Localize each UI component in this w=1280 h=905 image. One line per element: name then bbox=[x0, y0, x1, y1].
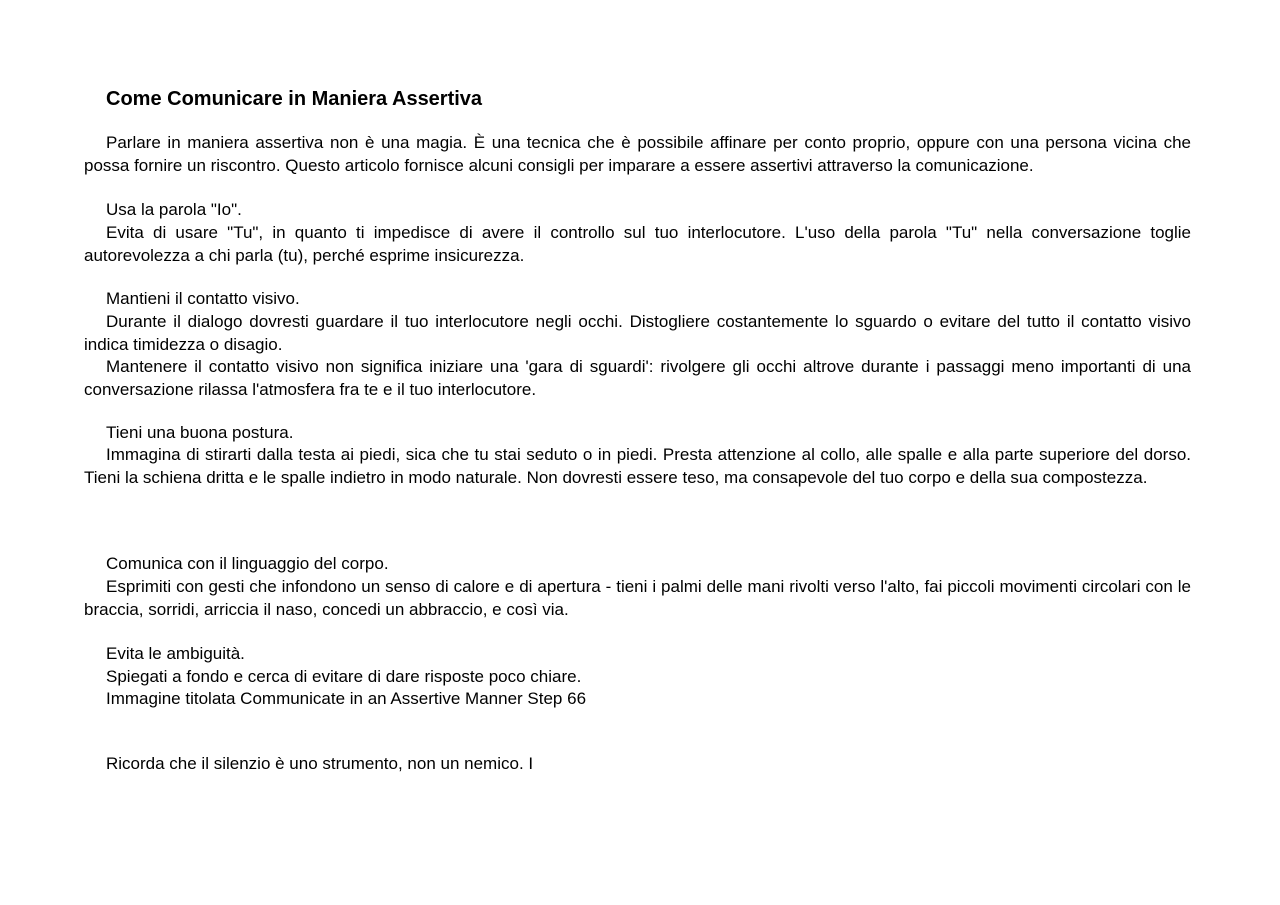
document-title: Come Comunicare in Maniera Assertiva bbox=[106, 88, 483, 110]
section-paragraph-postura: Immagina di stirarti dalla testa ai piedi, sica che tu stai seduto o in piedi. Presta attenzione al collo, alle spalle e alla parte superiore del dorso. Tieni la schiena dritta e le spalle indietro in modo naturale. Non dovresti essere teso, ma consapevole del tuo corpo e della sua compostezza. bbox=[84, 445, 1191, 487]
section-paragraph-io: Evita di usare "Tu", in quanto ti impedisce di avere il controllo sul tuo interlocutore. L'uso della parola "Tu" nella conversazione toglie autorevolezza a chi parla (tu), perché esprime insicurezza. bbox=[84, 223, 1191, 265]
section-heading-ambiguita: Evita le ambiguità. bbox=[106, 644, 245, 663]
closing-line: Ricorda che il silenzio è uno strumento, non un nemico. I bbox=[106, 754, 534, 773]
section-paragraph-contatto-visivo-2: Mantenere il contatto visivo non significa iniziare una 'gara di sguardi': rivolgere gli occhi altrove durante i passaggi meno importanti di una conversazione rilassa l'atmosfera fra te e il tuo interlocutore. bbox=[84, 357, 1191, 399]
image-caption: Immagine titolata Communicate in an Assertive Manner Step 66 bbox=[106, 689, 587, 708]
section-paragraph-linguaggio-corpo: Esprimiti con gesti che infondono un senso di calore e di apertura - tieni i palmi delle mani rivolti verso l'alto, fai piccoli movimenti circolari con le braccia, sorridi, arriccia il naso, concedi un abbraccio, e così via. bbox=[84, 577, 1191, 619]
section-paragraph-contatto-visivo-1: Durante il dialogo dovresti guardare il tuo interlocutore negli occhi. Distogliere costantemente lo sguardo o evitare del tutto il contatto visivo indica timidezza o disagio. bbox=[84, 312, 1191, 354]
intro-paragraph: Parlare in maniera assertiva non è una magia. È una tecnica che è possibile affinare per conto proprio, oppure con una persona vicina che possa fornire un riscontro. Questo articolo fornisce alcuni consigli per imparare a essere assertivi attraverso la comunicazione. bbox=[84, 133, 1191, 175]
section-line-spiegati: Spiegati a fondo e cerca di evitare di dare risposte poco chiare. bbox=[106, 667, 582, 686]
section-heading-linguaggio-corpo: Comunica con il linguaggio del corpo. bbox=[106, 554, 389, 573]
section-heading-io: Usa la parola "Io". bbox=[106, 200, 242, 219]
section-heading-contatto-visivo: Mantieni il contatto visivo. bbox=[106, 289, 300, 308]
section-heading-postura: Tieni una buona postura. bbox=[106, 423, 294, 442]
